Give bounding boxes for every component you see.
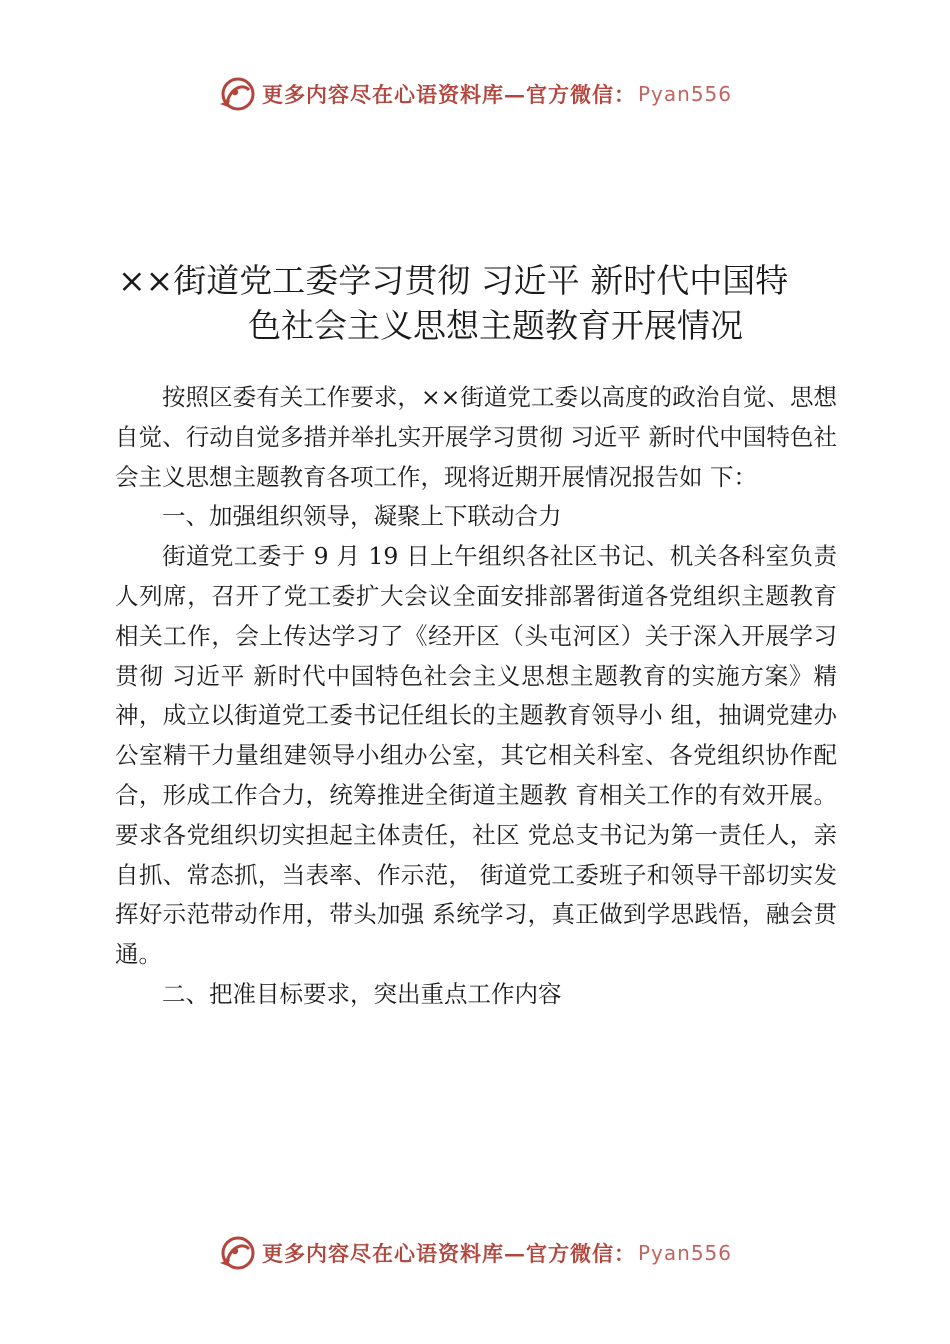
banner-wechat-handle: Pyan556 <box>637 1241 732 1265</box>
seal-logo-icon <box>218 74 258 114</box>
paragraph-section-1: 街道党工委于 9 月 19 日上午组织各社区书记、机关各科室负责人列席，召开了党工委扩大会议全面安排部署街道各党组织主题教育相关工作，会上传达学习了《经开区（头屯河区）关于深入开展学习贯彻 习近平 新时代中国特色社会主义思想主题教育的实施方案》精神，成立以街道党工委书记任组长的主题教育领导小 组，抽调党建办公室精干力量组建领导小组办公室，其它相关科室、各党组织协作配合，形成工作合力，统筹推进全街道主题教 育相关工作的有效开展。要求各党组织切实担起主体责任，社区 党总支书记为第一责任人，亲自抓、常态抓，当表率、作示范， 街道党工委班子和领导干部切实发挥好示范带动作用，带头加强 系统学习，真正做到学思践悟，融会贯通。 <box>115 542 837 969</box>
footer-watermark-banner <box>0 1231 950 1275</box>
seal-logo-icon <box>218 1233 258 1273</box>
banner-text: 更多内容尽在心语资料库—官方微信： <box>261 1241 636 1266</box>
document-body <box>115 378 837 1015</box>
document-title <box>0 258 950 348</box>
banner-wechat-handle: Pyan556 <box>637 82 732 106</box>
header-watermark-banner <box>0 72 950 116</box>
paragraph-intro: 按照区委有关工作要求，××街道党工委以高度的政治自觉、思想自觉、行动自觉多措并举扎实开展学习贯彻 习近平 新时代中国特色社会主义思想主题教育各项工作，现将近期开展情况报告如 下： <box>115 383 837 491</box>
title-line-2: 色社会主义思想主题教育开展情况 <box>248 306 743 345</box>
section-heading-2: 二、把准目标要求，突出重点工作内容 <box>162 979 562 1008</box>
section-heading-1: 一、加强组织领导，凝聚上下联动合力 <box>162 502 562 531</box>
banner-text: 更多内容尽在心语资料库—官方微信： <box>261 82 636 107</box>
title-line-1: ××街道党工委学习贯彻 习近平 新时代中国特 <box>118 261 789 300</box>
